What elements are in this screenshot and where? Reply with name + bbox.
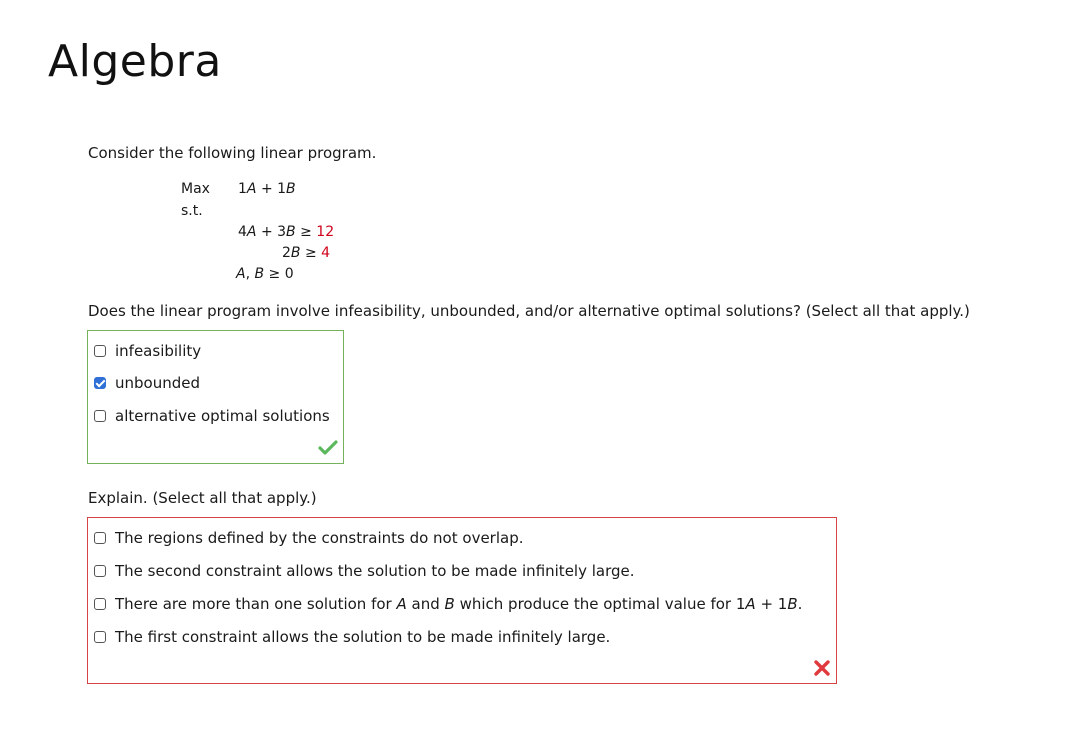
question-1-answer-box (87, 330, 344, 464)
constraint-2-rhs: 4 (321, 245, 331, 261)
checkbox-unbounded[interactable] (94, 377, 106, 389)
option-label: alternative optimal solutions (115, 407, 330, 425)
constraint-1-rhs: 12 (316, 224, 335, 240)
option-second-constraint-unbounded[interactable] (94, 562, 635, 580)
option-label: infeasibility (115, 342, 202, 360)
option-label: The second constraint allows the solution to be made infinitely large. (115, 562, 635, 580)
option-unbounded[interactable] (94, 374, 200, 392)
nonnegativity-constraint: A, B ≥ 0 (236, 266, 294, 282)
option-label: There are more than one solution for A and B which produce the optimal value for 1A + 1B. (115, 595, 803, 613)
option-label: The regions defined by the constraints do not overlap. (115, 529, 524, 547)
page-title: Algebra (48, 36, 222, 87)
st-label: s.t. (181, 203, 203, 219)
option-first-constraint-unbounded[interactable] (94, 628, 610, 646)
checkbox-alternative-optimal-solutions[interactable] (94, 410, 106, 422)
problem-intro: Consider the following linear program. (88, 144, 377, 162)
checkbox-multiple-optimal-solutions[interactable] (94, 598, 106, 610)
option-label: The first constraint allows the solution to be made infinitely large. (115, 628, 611, 646)
option-multiple-optimal-solutions[interactable] (94, 595, 802, 613)
option-alternative-optimal-solutions[interactable] (94, 407, 330, 425)
objective-label: Max (181, 181, 210, 197)
question-1-prompt: Does the linear program involve infeasibility, unbounded, and/or alternative optimal solutions? (Select all that apply.) (88, 302, 970, 320)
objective-expression: 1A + 1B (238, 181, 296, 197)
checkbox-first-constraint-unbounded[interactable] (94, 631, 106, 643)
checkmark-icon (318, 439, 338, 457)
checkbox-infeasibility[interactable] (94, 345, 106, 357)
constraint-2: 2B ≥ 4 (282, 245, 331, 261)
option-label: unbounded (115, 374, 200, 392)
constraint-1: 4A + 3B ≥ 12 (238, 224, 335, 240)
checkbox-regions-do-not-overlap[interactable] (94, 532, 106, 544)
checkbox-second-constraint-unbounded[interactable] (94, 565, 106, 577)
question-2-answer-box (87, 517, 837, 684)
option-infeasibility[interactable] (94, 342, 201, 360)
cross-icon (813, 659, 831, 677)
option-regions-do-not-overlap[interactable] (94, 529, 524, 547)
question-2-prompt: Explain. (Select all that apply.) (88, 489, 317, 507)
